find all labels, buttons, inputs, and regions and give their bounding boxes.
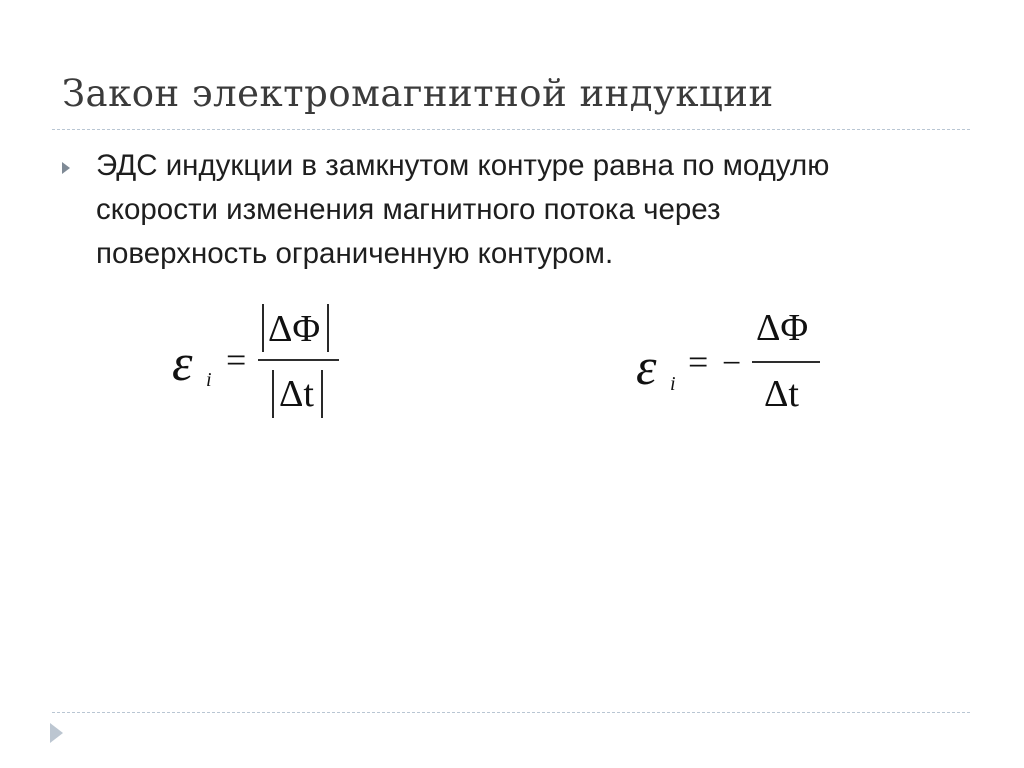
- equals-sign: =: [688, 342, 709, 382]
- equals-sign: =: [226, 340, 247, 380]
- emf-subscript: i: [670, 373, 676, 395]
- footer-divider: [52, 712, 970, 713]
- bullet-arrow-icon: [62, 162, 70, 174]
- bullet-line-3: поверхность ограниченную контуром.: [96, 237, 614, 270]
- bullet-line-1: ЭДС индукции в замкнутом контуре равна по модулю: [96, 149, 830, 182]
- bullet-line-2: скорости изменения магнитного потока через: [96, 193, 721, 226]
- emf-symbol: ε: [172, 335, 193, 392]
- minus-sign: −: [722, 345, 742, 382]
- emf-subscript: i: [206, 369, 212, 391]
- denominator: Δt: [279, 373, 314, 415]
- slide-title: Закон электромагнитной индукции: [62, 72, 774, 115]
- numerator: ΔΦ: [756, 307, 809, 349]
- bullet-text: [96, 144, 976, 276]
- formula-emf-signed: [632, 304, 832, 424]
- numerator: ΔΦ: [268, 308, 321, 350]
- formula-emf-modulus: [168, 296, 368, 426]
- emf-symbol: ε: [636, 339, 657, 396]
- next-slide-arrow-icon[interactable]: [50, 723, 63, 743]
- denominator: Δt: [764, 373, 799, 415]
- title-divider: [52, 129, 970, 130]
